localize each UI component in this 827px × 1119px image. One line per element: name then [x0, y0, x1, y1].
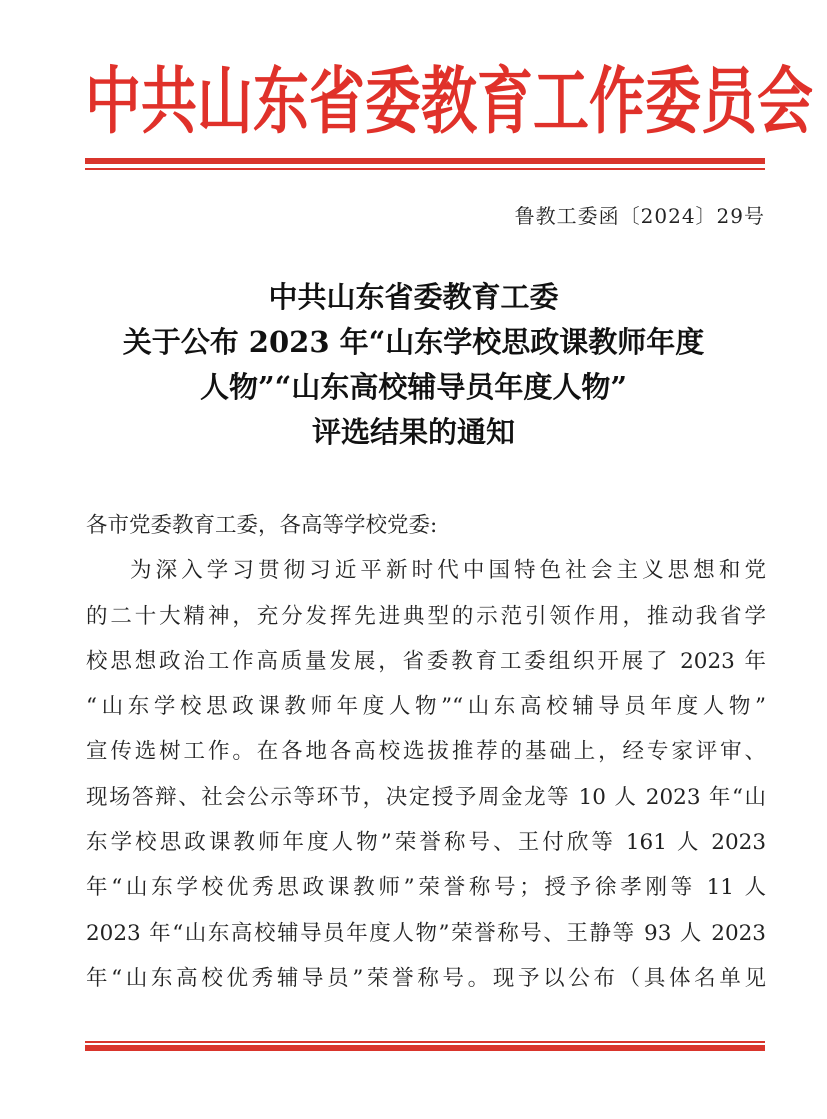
salutation: 各市党委教育工委，各高等学校党委: — [86, 513, 438, 538]
body-line: 为深入学习贯彻习近平新时代中国特色社会主义思想和党 — [130, 558, 766, 584]
document-body — [86, 503, 766, 1001]
body-line: 东学校思政课教师年度人物”荣誉称号、王付欣等 161 人 2023 — [86, 830, 766, 856]
footer-rule-thick — [85, 1045, 765, 1051]
title-line: 评选结果的通知 — [311, 415, 515, 449]
header-rule-thick — [85, 158, 765, 164]
title-line: 关于公布 2023 年“山东学校思政课教师年度 — [122, 325, 705, 359]
header-rule-thin — [85, 168, 765, 170]
body-line: 校思想政治工作高质量发展，省委教育工委组织开展了 2023 年 — [86, 648, 766, 674]
title-line: 人物”“山东高校辅导员年度人物” — [199, 370, 628, 404]
footer-rule-thin — [85, 1041, 765, 1043]
body-line: “山东学校思政课教师年度人物”“山东高校辅导员年度人物” — [86, 694, 766, 720]
body-line: 宣传选树工作。在各地各高校选拔推荐的基础上，经专家评审、 — [86, 739, 766, 765]
masthead-title: 中共山东省委教育工作委员会 — [85, 59, 813, 145]
body-line: 年“山东学校优秀思政课教师”荣誉称号；授予徐孝刚等 11 人 — [86, 875, 766, 901]
title-line: 中共山东省委教育工委 — [268, 280, 559, 314]
body-line: 现场答辩、社会公示等环节，决定授予周金龙等 10 人 2023 年“山 — [86, 784, 766, 810]
document-number: 鲁教工委函〔2024〕29号 — [514, 204, 765, 228]
body-line: 2023 年“山东高校辅导员年度人物”荣誉称号、王静等 93 人 2023 — [86, 920, 766, 946]
body-line: 的二十大精神，充分发挥先进典型的示范引领作用，推动我省学 — [86, 603, 766, 629]
body-line: 年“山东高校优秀辅导员”荣誉称号。现予以公布（具体名单见 — [86, 965, 766, 991]
document-title — [40, 275, 787, 455]
